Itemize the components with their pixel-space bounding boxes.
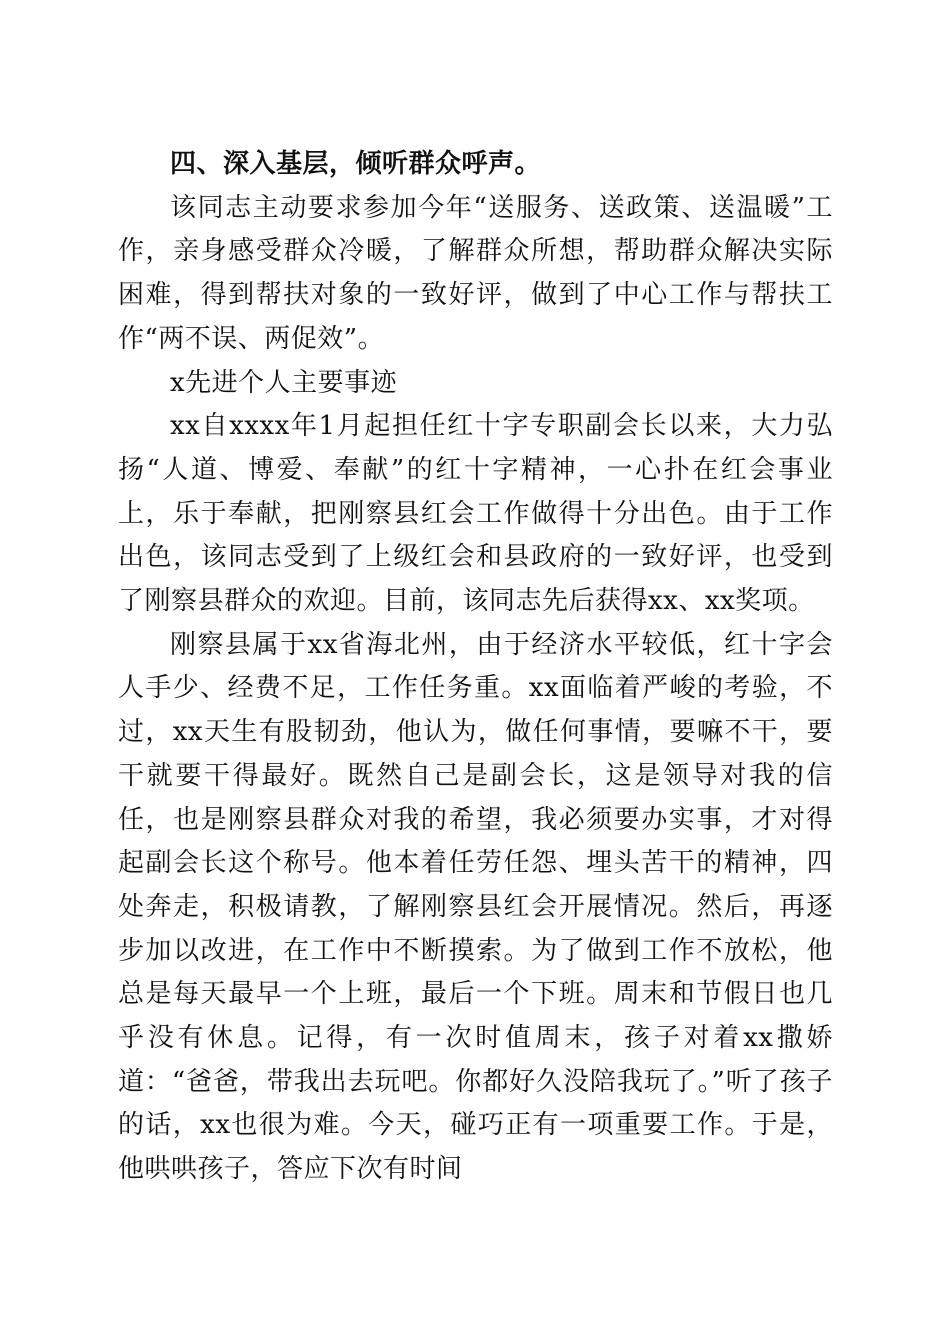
subtitle-deeds: x先进个人主要事迹	[170, 367, 398, 398]
document-body	[118, 143, 833, 1192]
paragraph-intro: xx自xxxx年1月起担任红十字专职副会长以来，大力弘扬“人道、博爱、奉献”的红十字精神，一心扑在红会事业上，乐于奉献，把刚察县红会工作做得十分出色。由于工作出色，该同志受到了上级红会和县政府的一致好评，也受到了刚察县群众的欢迎。目前，该同志先后获得xx、xx奖项。	[118, 411, 833, 617]
section-heading: 四、深入基层，倾听群众呼声。	[170, 149, 542, 179]
paragraph-story: 刚察县属于xx省海北州，由于经济水平较低，红十字会人手少、经费不足，工作任务重。xx面临着严峻的考验，不过，xx天生有股韧劲，他认为，做任何事情，要嘛不干，要干就要干得最好。既然自己是副会长，这是领导对我的信任，也是刚察县群众对我的希望，我必须要办实事，才对得起副会长这个称号。他本着任劳任怨、埋头苦干的精神，四处奔走，积极请教，了解刚察县红会开展情况。然后，再逐步加以改进，在工作中不断摸索。为了做到工作不放松，他总是每天最早一个上班，最后一个下班。周末和节假日也几乎没有休息。记得，有一次时值周末，孩子对着xx撒娇道：“爸爸，带我出去玩吧。你都好久没陪我玩了。”听了孩子的话，xx也很为难。今天，碰巧正有一项重要工作。于是，他哄哄孩子，答应下次有时间	[118, 629, 833, 1185]
paragraph-help-work: 该同志主动要求参加今年“送服务、送政策、送温暖”工作，亲身感受群众冷暖，了解群众所想，帮助群众解决实际困难，得到帮扶对象的一致好评，做到了中心工作与帮扶工作“两不误、两促效”。	[118, 192, 833, 354]
